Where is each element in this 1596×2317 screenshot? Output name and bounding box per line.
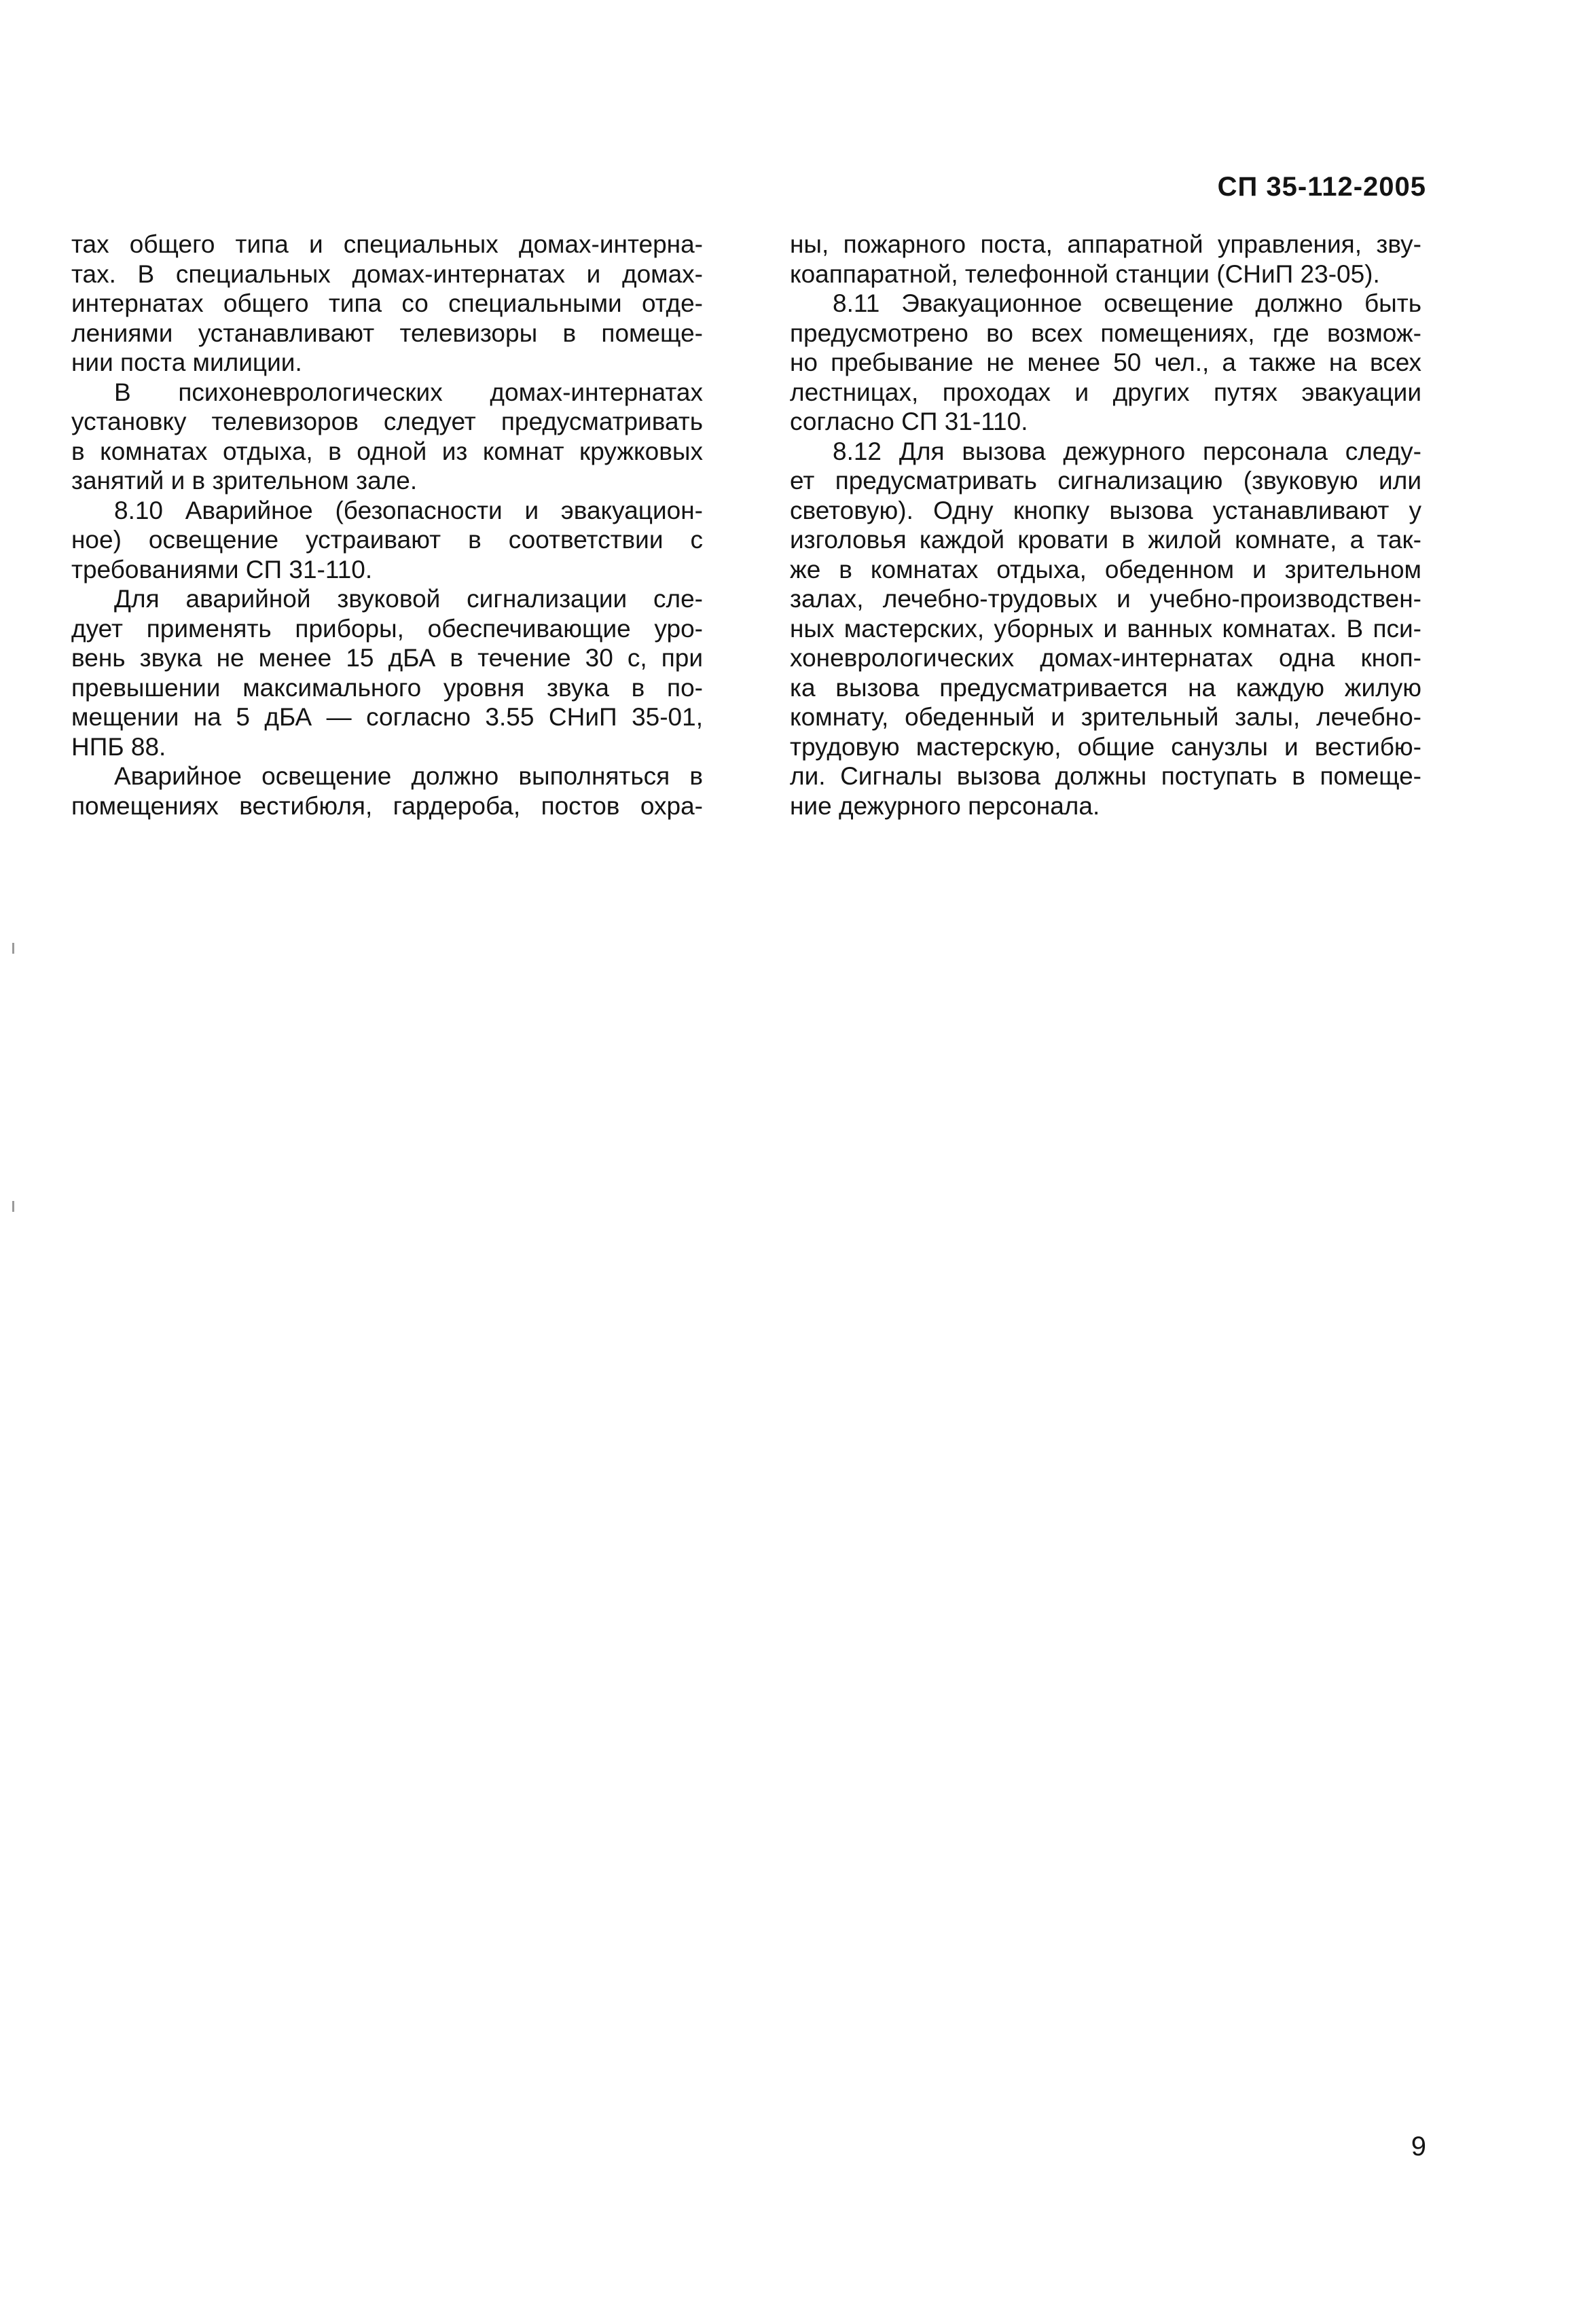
text-line: ние дежурного персонала. <box>790 791 1100 820</box>
text-line: помещениях вестибюля, гардероба, постов охра- <box>71 791 703 820</box>
text-column-left <box>71 230 703 821</box>
text-line: ны, пожарного поста, аппаратной управления, зву- <box>790 230 1421 258</box>
text-line: превышении максимального уровня звука в по- <box>71 673 703 702</box>
text-line: 8.11 Эвакуационное освещение должно быть <box>833 289 1421 317</box>
text-line: В психоневрологических домах-интернатах <box>114 378 703 406</box>
scan-artifact-mark <box>12 1201 14 1212</box>
text-line: хоневрологических домах-интернатах одна кноп- <box>790 644 1421 672</box>
text-line: занятий и в зрительном зале. <box>71 467 418 495</box>
text-line: ка вызова предусматривается на каждую жилую <box>790 673 1421 702</box>
text-line: световую). Одну кнопку вызова устанавливают у <box>790 496 1421 524</box>
text-column-right <box>790 230 1421 821</box>
text-line: предусмотрено во всех помещениях, где возмож- <box>790 319 1421 347</box>
text-line: ет предусматривать сигнализацию (звуковую или <box>790 467 1421 495</box>
text-line: тах общего типа и специальных домах-интерна- <box>71 230 703 258</box>
text-line: НПБ 88. <box>71 732 166 761</box>
text-line: ли. Сигналы вызова должны поступать в помеще- <box>790 762 1421 790</box>
text-line: комнату, обеденный и зрительный залы, лечебно- <box>790 703 1421 731</box>
text-line: трудовую мастерскую, общие санузлы и вестибю- <box>790 732 1421 761</box>
text-line: ных мастерских, уборных и ванных комнатах. В пси- <box>790 614 1421 643</box>
text-line: 8.10 Аварийное (безопасности и эвакуацион- <box>114 496 703 524</box>
text-line: согласно СП 31-110. <box>790 408 1028 435</box>
text-line: Аварийное освещение должно выполняться в <box>114 762 703 790</box>
text-line: тах. В специальных домах-интернатах и домах- <box>71 259 703 288</box>
scan-artifact-mark <box>12 943 14 954</box>
text-line: но пребывание не менее 50 чел., а также на всех <box>790 348 1421 376</box>
text-line: ное) освещение устраивают в соответствии с <box>71 526 703 554</box>
text-line: лениями устанавливают телевизоры в помеще- <box>71 319 703 347</box>
text-line: коаппаратной, телефонной станции (СНиП 23-05). <box>790 259 1380 288</box>
text-line: требованиями СП 31-110. <box>71 555 373 583</box>
text-line: Для аварийной звуковой сигнализации сле- <box>114 585 703 613</box>
text-line: залах, лечебно-трудовых и учебно-производствен- <box>790 585 1421 613</box>
text-line: интернатах общего типа со специальными отде- <box>71 289 703 317</box>
text-line: мещении на 5 дБА — согласно 3.55 СНиП 35-01, <box>71 703 703 731</box>
text-line: изголовья каждой кровати в жилой комнате, а так- <box>790 526 1421 554</box>
text-line: установку телевизоров следует предусматривать <box>71 408 703 435</box>
text-line: дует применять приборы, обеспечивающие уро- <box>71 614 703 643</box>
text-line: в комнатах отдыха, в одной из комнат кружковых <box>71 437 703 465</box>
text-line: вень звука не менее 15 дБА в течение 30 с, при <box>71 644 703 672</box>
text-line: же в комнатах отдыха, обеденном и зрительном <box>790 555 1421 583</box>
text-line: 8.12 Для вызова дежурного персонала следу- <box>833 437 1421 465</box>
document-code-header: СП 35-112-2005 <box>1217 172 1426 202</box>
page-number: 9 <box>1411 2132 1426 2161</box>
text-line: лестницах, проходах и других путях эвакуации <box>790 378 1421 406</box>
text-line: нии поста милиции. <box>71 348 302 376</box>
